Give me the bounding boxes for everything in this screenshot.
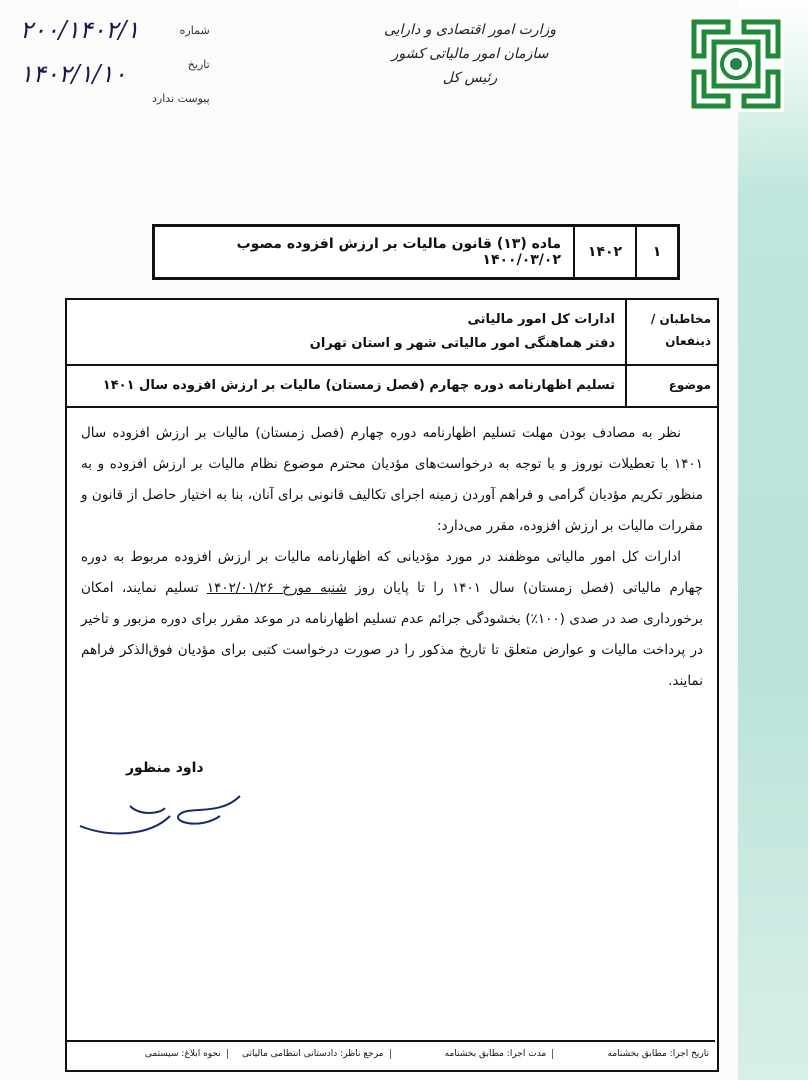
handwritten-number: ۲۰۰/۱۴۰۲/۱ xyxy=(20,16,140,44)
header-org xyxy=(350,18,590,90)
article-number: ۱ xyxy=(635,227,677,277)
footer-duration: مدت اجرا: مطابق بخشنامه xyxy=(390,1049,553,1059)
handwritten-date: ۱۴۰۲/۱/۱۰ xyxy=(20,60,127,88)
main-box xyxy=(65,298,719,1072)
paragraph-2-part-a: ادارات کل امور مالیاتی موظفند در مورد مؤدیانی که اظهارنامه مالیات بر ارزش افزوده مربوط به دوره چهارم مالیاتی (فصل زمستان) سال ۱۴۰۱ را تا پایان روز xyxy=(81,549,704,596)
recipients-row xyxy=(67,300,717,366)
recipients-line1: ادارات کل امور مالیاتی xyxy=(467,312,615,327)
footer-notification: نحوه ابلاغ: سیستمی xyxy=(144,1049,221,1059)
footer-bar xyxy=(65,1040,715,1066)
side-strip xyxy=(738,0,808,1080)
recipients-line2: دفتر هماهنگی امور مالیاتی شهر و استان تهران xyxy=(309,336,615,351)
meta-labels xyxy=(152,24,210,105)
footer-supervisor: مرجع ناظر: دادستانی انتظامی مالیاتی xyxy=(227,1049,390,1059)
recipients-label-line1: مخاطبان / xyxy=(650,312,711,326)
paragraph-2-part-b: تسلیم نمایند، امکان برخورداری صد در صدی (۱۰۰٪) بخشودگی جرائم عدم تسلیم اظهارنامه در موعد مقرر برای دوره مزبور و تاخیر در پرداخت مالیات و عوارض متعلق تا تاریخ مذکور را در صورت درخواست کتبی برای مؤدیان فوق‌الذکر فراهم نمایند. xyxy=(81,580,703,689)
paragraph-1: نظر به مصادف بودن مهلت تسلیم اظهارنامه دوره چهارم (فصل زمستان) مالیات بر ارزش افزوده سال ۱۴۰۱ با تعطیلات نوروز و با توجه به درخواست‌های مؤدیان محترم موضوع نظام مالیات بر ارزش افزوده و به منظور تکریم مؤدیان گرامی و فراهم آوردن زمینه اجرای تکالیف قانونی برای آنان، بنا به اختیار حاصل از قانون و مقررات مالیات بر ارزش افزوده، مقرر می‌دارد: xyxy=(81,425,703,534)
date-label: تاریخ xyxy=(187,58,210,71)
number-label: شماره xyxy=(179,24,210,37)
article-year: ۱۴۰۲ xyxy=(573,227,635,277)
organization-name: سازمان امور مالیاتی کشور xyxy=(391,46,549,62)
position-title: رئیس کل xyxy=(442,70,498,86)
signer-name: داود منظور xyxy=(126,760,204,776)
letter-body xyxy=(67,408,717,697)
recipients-label-line2: ذینفعان xyxy=(665,334,711,348)
paragraph-2-date: شنبه مورخ ۱۴۰۲/۰۱/۲۶ xyxy=(206,580,347,596)
paragraph-2 xyxy=(81,542,703,697)
article-box xyxy=(152,224,680,280)
article-title: ماده (۱۳) قانون مالیات بر ارزش افزوده مصوب ۱۴۰۰/۰۳/۰۲ xyxy=(236,236,561,268)
tax-organization-logo-icon xyxy=(688,16,784,112)
recipients-value xyxy=(67,300,625,364)
subject-label: موضوع xyxy=(625,366,717,406)
subject-row xyxy=(67,366,717,408)
recipients-label xyxy=(625,300,717,364)
signature-icon xyxy=(70,786,250,846)
footer-effective-date: تاریخ اجرا: مطابق بخشنامه xyxy=(552,1049,715,1059)
subject-value: تسلیم اظهارنامه دوره چهارم (فصل زمستان) مالیات بر ارزش افزوده سال ۱۴۰۱ xyxy=(102,378,615,393)
ministry-name: وزارت امور اقتصادی و دارایی xyxy=(383,22,557,38)
attachment-label: پیوست ندارد xyxy=(152,92,210,105)
